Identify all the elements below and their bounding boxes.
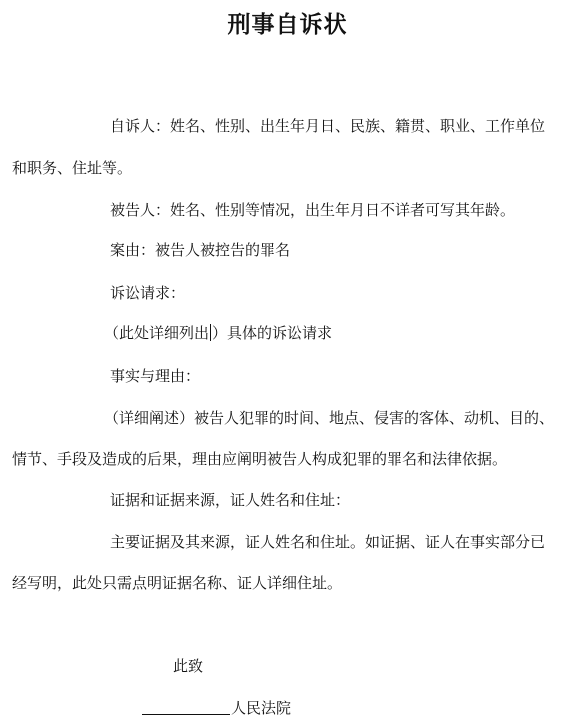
claims-detail-line[interactable] (104, 323, 332, 343)
evidence-heading: 证据和证据来源，证人姓名和住址： (110, 491, 351, 509)
evidence-line-1: 主要证据及其来源，证人姓名和住址。如证据、证人在事实部分已 (110, 533, 546, 551)
plaintiff-line-2: 和职务、住址等。 (12, 159, 133, 177)
plaintiff-line-1: 自诉人：姓名、性别、出生年月日、民族、籍贯、职业、工作单位 (110, 117, 546, 135)
case-cause-line: 案由：被告人被控告的罪名 (110, 241, 291, 259)
text-cursor (210, 324, 211, 341)
defendant-line: 被告人：姓名、性别等情况，出生年月日不详者可写其年龄。 (110, 201, 516, 219)
claims-detail-text-after: ）具体的诉讼请求 (212, 324, 333, 342)
court-suffix: 人民法院 (231, 699, 292, 717)
court-name-blank[interactable] (142, 700, 230, 715)
facts-line-1: （详细阐述）被告人犯罪的时间、地点、侵害的客体、动机、目的、 (104, 409, 555, 427)
evidence-line-2: 经写明，此处只需点明证据名称、证人详细住址。 (12, 574, 343, 592)
claims-heading: 诉讼请求： (110, 284, 186, 302)
court-line (142, 698, 291, 718)
closing-salutation: 此致 (173, 657, 204, 675)
facts-line-2: 情节、手段及造成的后果，理由应阐明被告人构成犯罪的罪名和法律依据。 (12, 450, 508, 468)
facts-heading: 事实与理由： (110, 367, 201, 385)
document-title: 刑事自诉状 (227, 11, 348, 38)
claims-detail-text-before: （此处详细列出 (104, 324, 210, 342)
